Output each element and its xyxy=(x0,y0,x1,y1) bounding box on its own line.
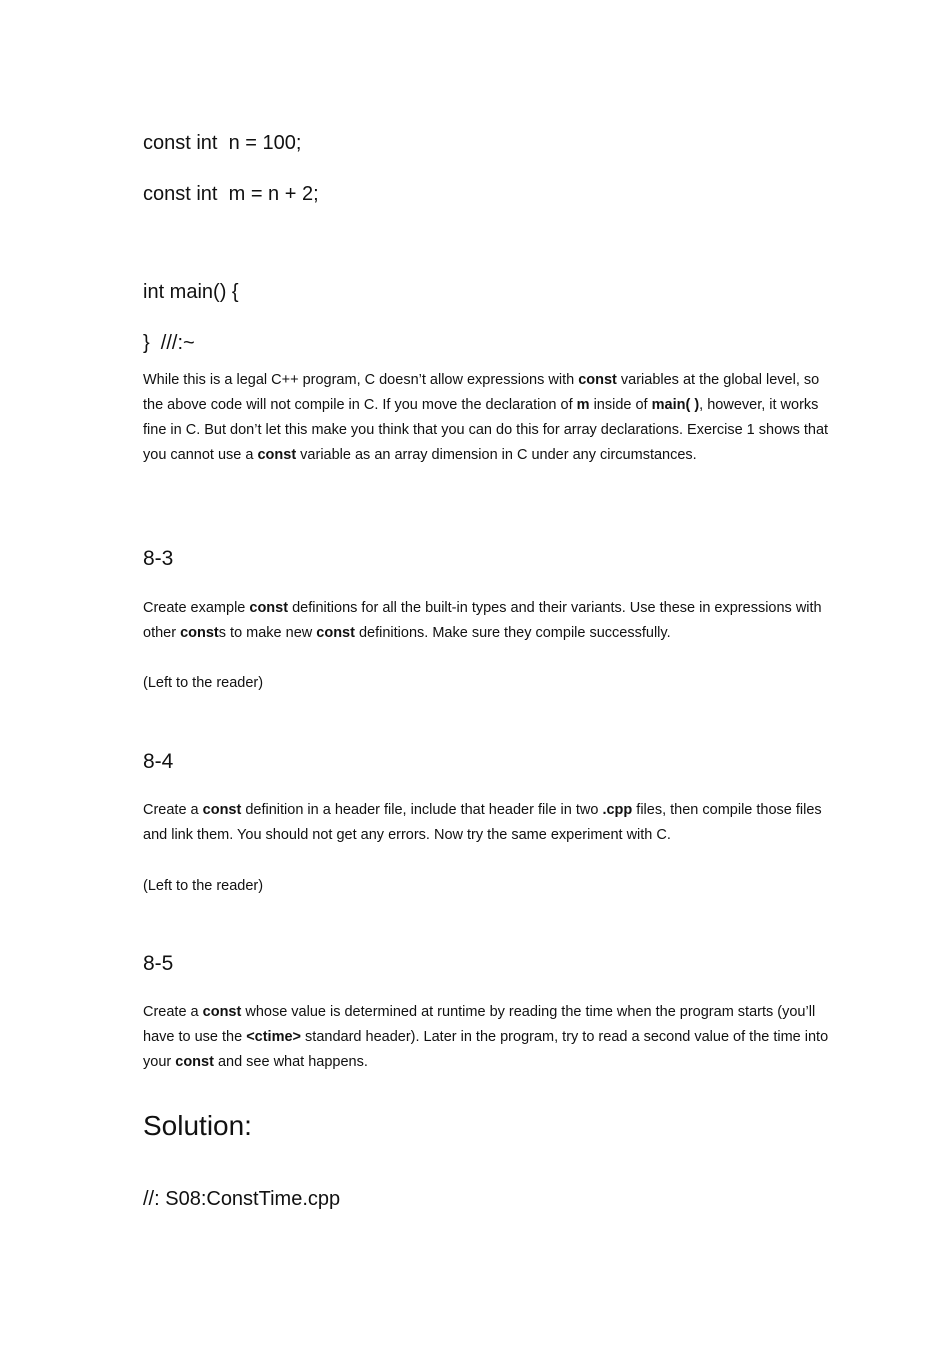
exercise-heading-8-4: 8-4 xyxy=(143,750,174,773)
exercise-note-8-4: (Left to the reader) xyxy=(143,878,264,894)
code-line-const-n: const int n = 100; xyxy=(143,132,302,154)
exercise-heading-8-5: 8-5 xyxy=(143,952,174,975)
exercise-note-8-3: (Left to the reader) xyxy=(143,675,264,691)
exercise-text-8-5: Create a const whose value is determined at runtime by reading the time when the program starts (you’ll have to use the <ctime> standard header). Later in the program, try to read a second value of the time into your const and see what happens. xyxy=(143,1004,829,1070)
solution-heading: Solution: xyxy=(143,1110,252,1141)
explanation-paragraph: While this is a legal C++ program, C doesn’t allow expressions with const variables at the global level, so the above code will not compile in C. If you move the declaration of m inside of main( ), however, it works fine in C. But don’t let this make you think that you can do this for array declarations. Exercise 1 shows that you cannot use a const variable as an array dimension in C under any circumstances. xyxy=(143,372,829,463)
exercise-heading-8-3: 8-3 xyxy=(143,547,174,570)
exercise-text-8-3: Create example const definitions for all the built-in types and their variants. Use these in expressions with other consts to make new const definitions. Make sure they compile successfully. xyxy=(143,600,822,641)
exercise-text-8-4: Create a const definition in a header file, include that header file in two .cpp files, then compile those files and link them. You should not get any errors. Now try the same experiment with C. xyxy=(143,802,822,843)
solution-file-comment: //: S08:ConstTime.cpp xyxy=(143,1188,341,1210)
code-line-main: int main() { xyxy=(143,281,239,303)
code-line-end: } ///:~ xyxy=(143,332,195,354)
code-line-const-m: const int m = n + 2; xyxy=(143,183,319,205)
